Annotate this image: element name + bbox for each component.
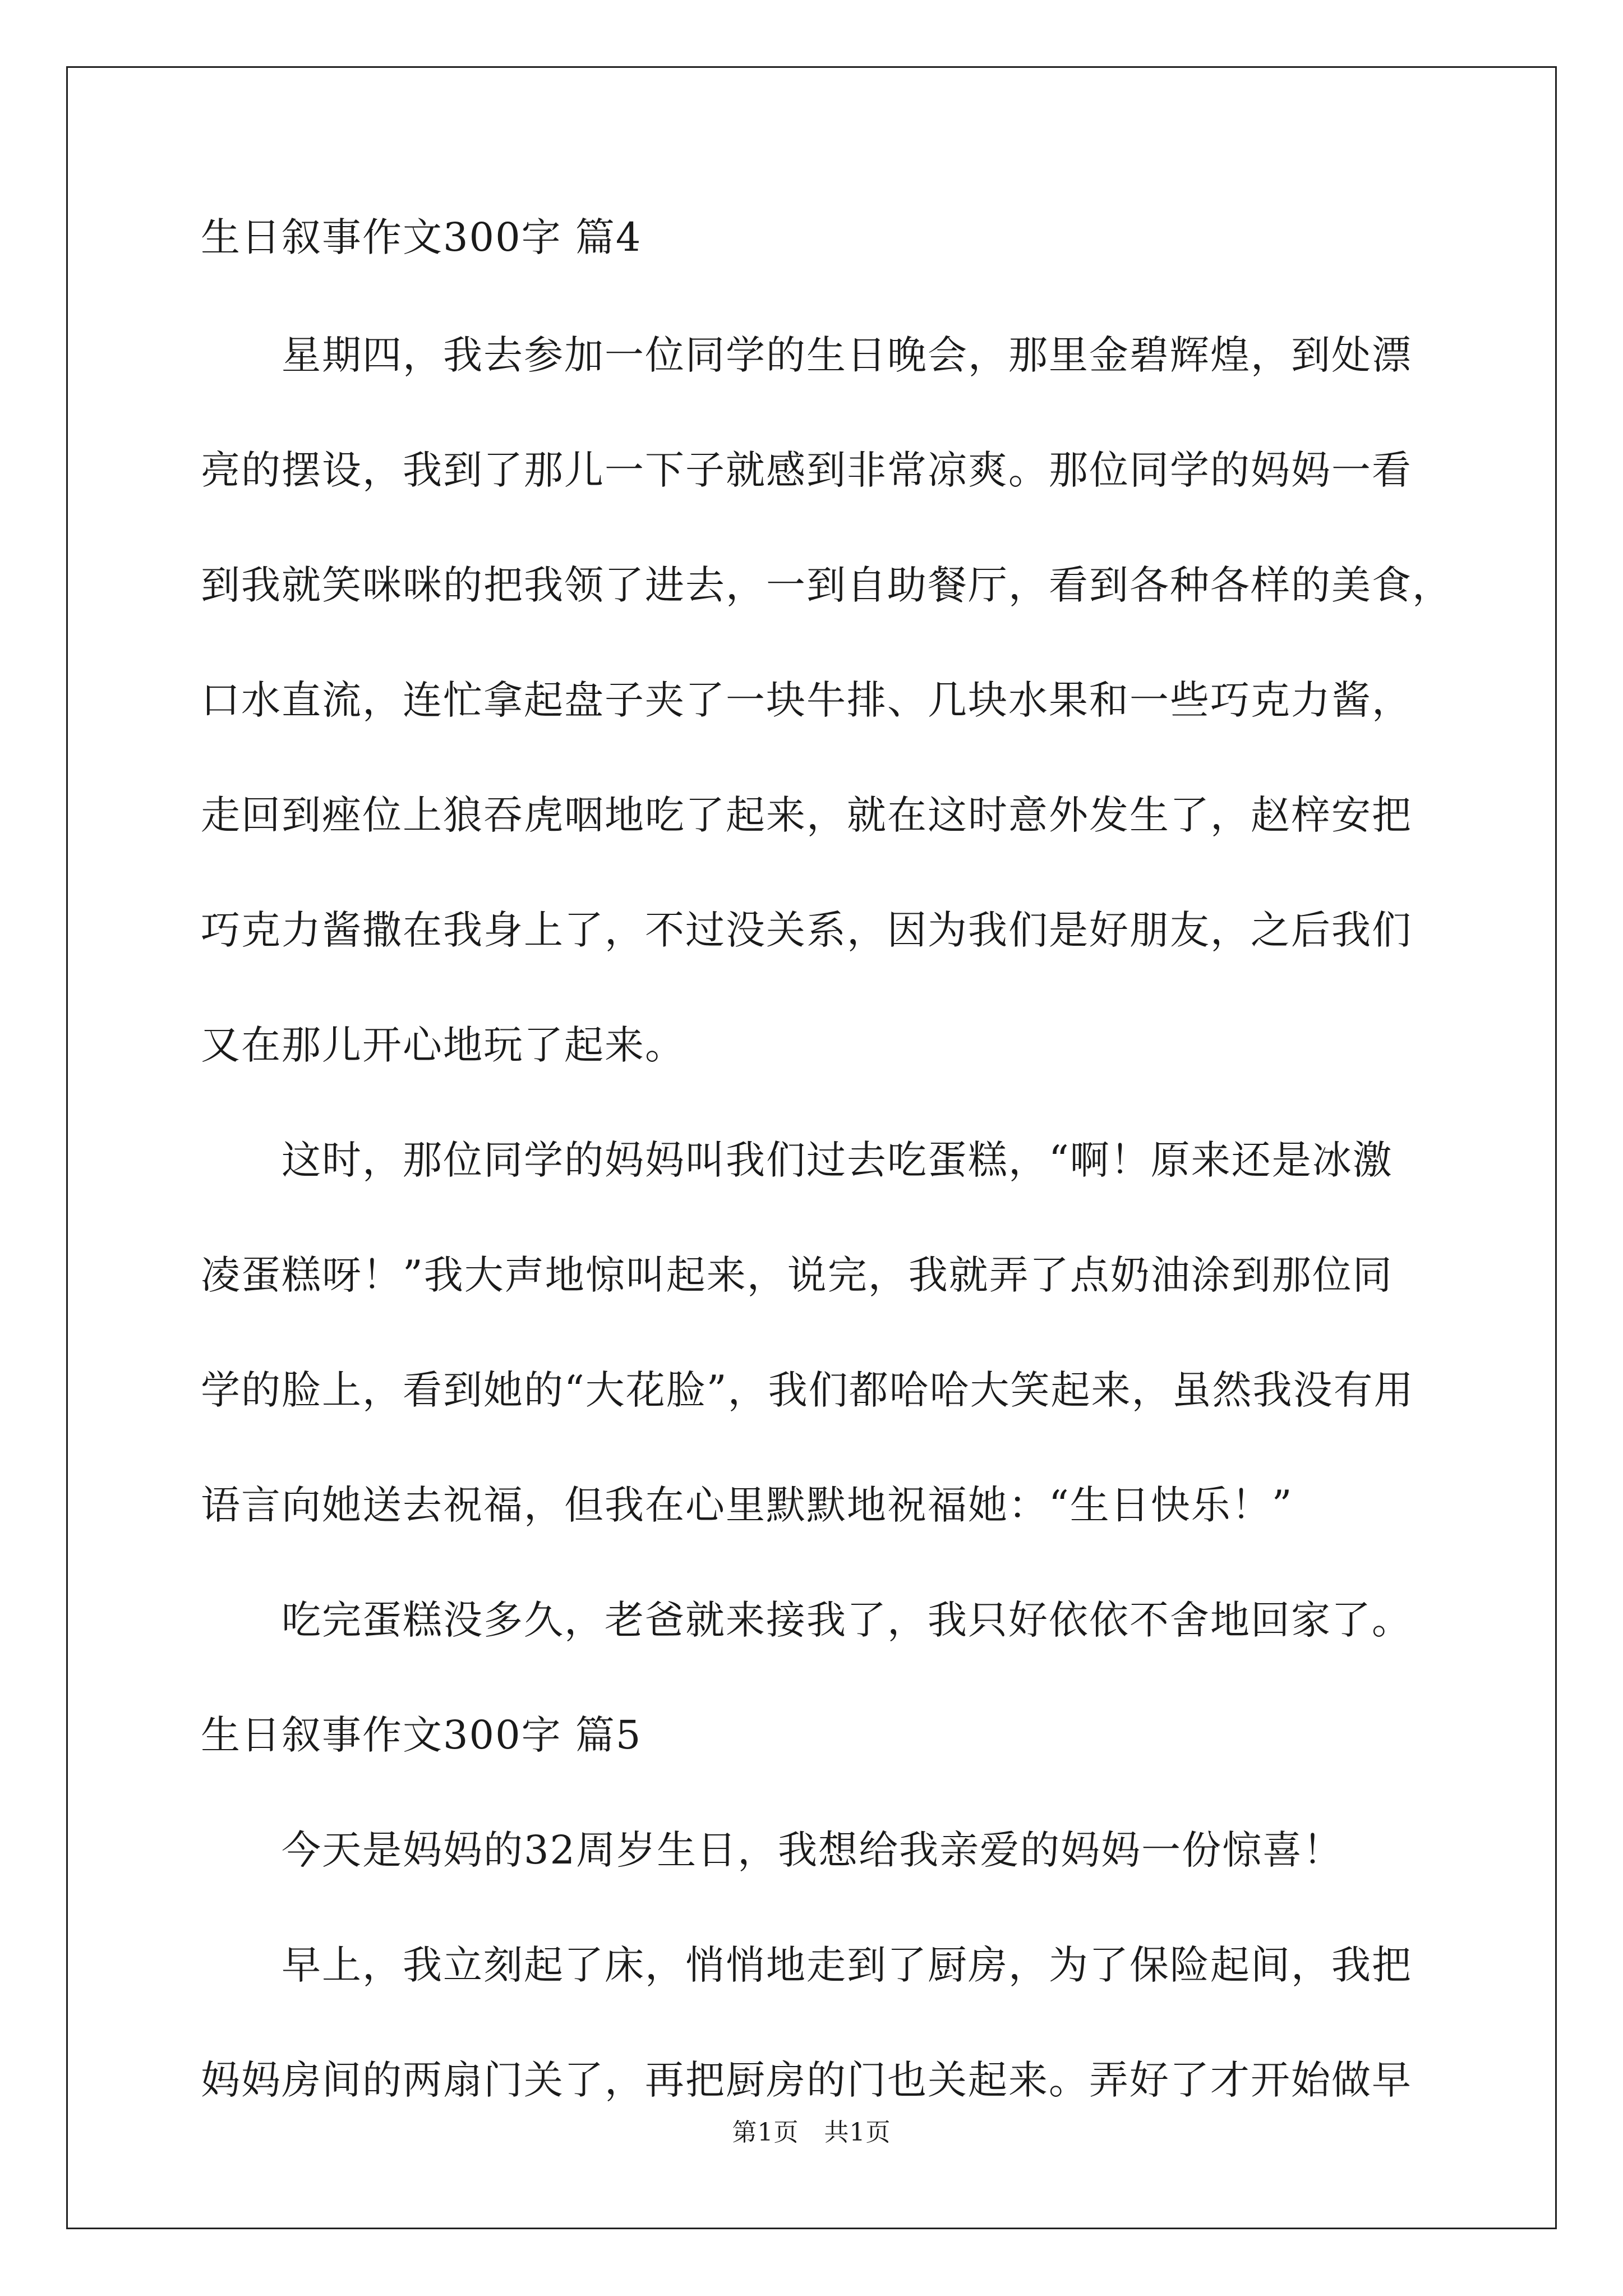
text-line: 到我就笑咪咪的把我领了进去，一到自助餐厅，看到各种各样的美食， — [201, 562, 1453, 608]
text-line: 星期四，我去参加一位同学的生日晚会，那里金碧辉煌，到处漂 — [201, 332, 1412, 378]
page-number-footer: 第1页 共1页 — [732, 2118, 891, 2147]
text-line: 学的脸上，看到她的“大花脸”，我们都哈哈大笑起来，虽然我没有用 — [201, 1367, 1414, 1413]
text-line: 今天是妈妈的32周岁生日，我想给我亲爱的妈妈一份惊喜！ — [201, 1827, 1344, 1873]
text-line: 走回到痤位上狼吞虎咽地吃了起来，就在这时意外发生了，赵梓安把 — [201, 792, 1412, 838]
text-line: 又在那儿开心地玩了起来。 — [201, 1022, 685, 1068]
section-heading-5: 生日叙事作文300字 篇5 — [201, 1712, 642, 1758]
text-line: 亮的摆设，我到了那儿一下子就感到非常凉爽。那位同学的妈妈一看 — [201, 447, 1412, 493]
text-line: 这时，那位同学的妈妈叫我们过去吃蛋糕，“啊！原来还是冰激 — [201, 1137, 1393, 1183]
text-line: 巧克力酱撒在我身上了，不过没关系，因为我们是好朋友，之后我们 — [201, 907, 1412, 953]
text-line: 吃完蛋糕没多久，老爸就来接我了，我只好依依不舍地回家了。 — [201, 1597, 1412, 1643]
text-line: 口水直流，连忙拿起盘子夹了一块牛排、几块水果和一些巧克力酱， — [201, 677, 1412, 723]
section-heading-4: 生日叙事作文300字 篇4 — [201, 214, 642, 260]
text-line: 早上，我立刻起了床，悄悄地走到了厨房，为了保险起间，我把 — [201, 1942, 1412, 1988]
text-line: 语言向她送去祝福，但我在心里默默地祝福她：“生日快乐！” — [201, 1482, 1293, 1528]
text-line: 凌蛋糕呀！”我大声地惊叫起来，说完，我就弄了点奶油涂到那位同 — [201, 1252, 1393, 1298]
text-line: 妈妈房间的两扇门关了，再把厨房的门也关起来。弄好了才开始做早 — [201, 2057, 1412, 2103]
